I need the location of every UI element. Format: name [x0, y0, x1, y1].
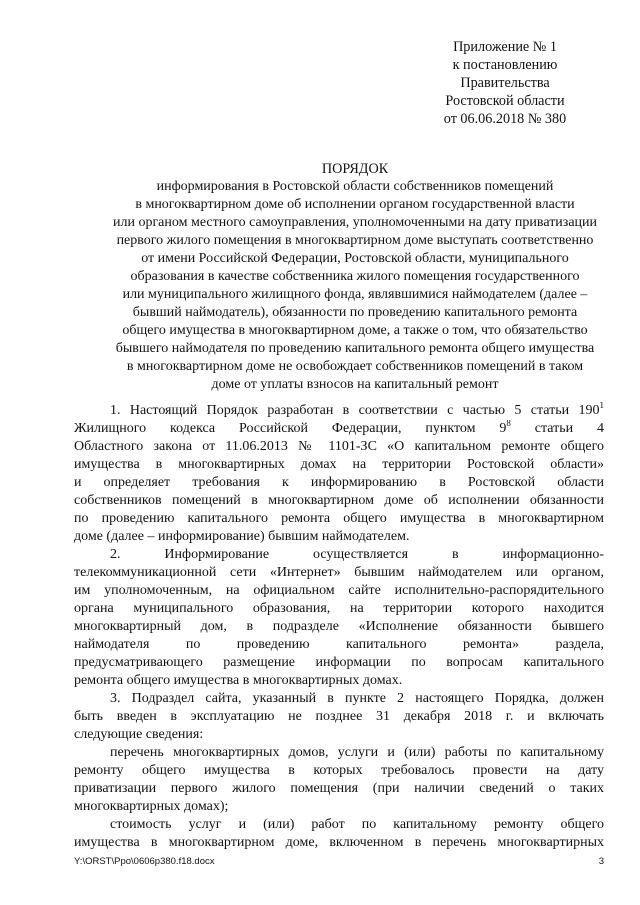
- paragraph: [74, 744, 604, 816]
- appendix-line: Приложение № 1: [453, 39, 557, 55]
- subtitle-line: или органом местного самоуправления, уполномоченными на дату приватизации: [112, 215, 598, 230]
- superscript: 8: [506, 420, 511, 428]
- paragraph: [74, 816, 604, 852]
- paragraph-line: им уполномоченным, на официальном сайте исполнительно-распорядительного: [74, 583, 604, 598]
- subtitle-line: в многоквартирном доме об исполнении органом государственной власти: [135, 197, 575, 212]
- paragraph-line: по проведению капитального ремонта общего имущества в многоквартирном: [74, 511, 604, 526]
- subtitle-line: образования в качестве собственника жилого помещения государственного: [130, 269, 580, 284]
- appendix-block: [400, 38, 610, 128]
- subtitle-line: доме от уплаты взносов на капитальный ремонт: [211, 377, 499, 392]
- paragraph-line: многоквартирный дом, в подразделе «Исполнение обязанности бывшего: [74, 619, 604, 634]
- paragraph-line: 1. Настоящий Порядок разработан в соответствии с частью 5 статьи $190^1$: [110, 402, 604, 418]
- paragraph-line: имущества в многоквартирных домах на территории Ростовской области»: [74, 457, 604, 472]
- paragraph-line: Областного закона от 11.06.2013 № 1101-ЗС «О капитальном ремонте общего: [74, 439, 604, 454]
- document-subtitle: [72, 178, 638, 394]
- paragraph-line: телекоммуникационной сети «Интернет» бывшим наймодателем или органом,: [74, 565, 604, 580]
- paragraph: [74, 690, 604, 744]
- paragraph-line: 3. Подраздел сайта, указанный в пункте 2 настоящего Порядка, должен: [110, 691, 604, 706]
- paragraph: [74, 546, 604, 690]
- paragraph-line: многоквартирных домах);: [74, 799, 229, 814]
- paragraph-line: 2. Информирование осуществляется в информационно-: [110, 547, 604, 562]
- paragraph-line: доме (далее – информирование) бывшим наймодателем.: [74, 529, 410, 544]
- paragraph-line: перечень многоквартирных домов, услуги и (или) работы по капитальному: [110, 745, 604, 760]
- paragraph-line: собственников помещений в многоквартирном доме об исполнении обязанности: [74, 493, 604, 508]
- paragraph-line: следующие сведения:: [74, 727, 204, 742]
- subtitle-line: в многоквартирном доме не освобождает собственников помещений в таком: [126, 359, 584, 374]
- paragraph: [74, 402, 604, 546]
- paragraph-line: быть введен в эксплуатацию не позднее 31 декабря 2018 г. и включать: [74, 709, 604, 724]
- paragraph-line: ремонту общего имущества в которых требовалось провести на дату: [74, 763, 604, 778]
- page-number: 3: [598, 856, 604, 867]
- appendix-line: от 06.06.2018 № 380: [443, 111, 567, 127]
- subtitle-line: бывший наймодатель), обязанности по проведению капитального ремонта: [132, 305, 578, 320]
- paragraph-line: Жилищного кодекса Российской Федерации, пунктом $9^8$ статьи 4: [74, 420, 604, 436]
- subtitle-line: бывшего наймодателя по проведению капитального ремонта общего имущества: [115, 341, 595, 356]
- paragraph-line: предусматривающего размещение информации по вопросам капитального: [74, 655, 604, 670]
- subtitle-line: или муниципального жилищного фонда, являвшимися наймодателем (далее –: [122, 287, 588, 302]
- paragraph-line: ремонта общего имущества в многоквартирных домах.: [74, 673, 403, 688]
- file-path: Y:\ORST\Ppo\0606p380.f18.docx: [74, 856, 215, 867]
- appendix-line: Ростовской области: [445, 93, 565, 109]
- paragraph-line: и определяет требования к информированию в Ростовской области: [74, 475, 604, 490]
- subtitle-line: первого жилого помещения в многоквартирном доме выступать соответственно: [116, 233, 594, 248]
- paragraph-line: стоимость услуг и (или) работ по капитальному ремонту общего: [110, 817, 604, 832]
- appendix-line: к постановлению: [452, 57, 558, 73]
- document-body: [74, 402, 604, 852]
- paragraph-line: имущества в многоквартирном доме, включенном в перечень многоквартирных: [74, 835, 604, 850]
- paragraph-line: наймодателя по проведению капитального ремонта» раздела,: [74, 637, 604, 652]
- appendix-line: Правительства: [460, 75, 550, 91]
- paragraph-line: приватизации первого жилого помещения (при наличии сведений о таких: [74, 781, 604, 796]
- paragraph-line: органа муниципального образования, на территории которого находится: [74, 601, 604, 616]
- subtitle-line: информирования в Ростовской области собственников помещений: [156, 179, 554, 194]
- superscript: 1: [599, 402, 604, 410]
- subtitle-line: общего имущества в многоквартирном доме, а также о том, что обязательство: [122, 323, 588, 338]
- subtitle-line: от имени Российской Федерации, Ростовской области, муниципального: [141, 251, 569, 266]
- document-title: ПОРЯДОК: [321, 161, 389, 177]
